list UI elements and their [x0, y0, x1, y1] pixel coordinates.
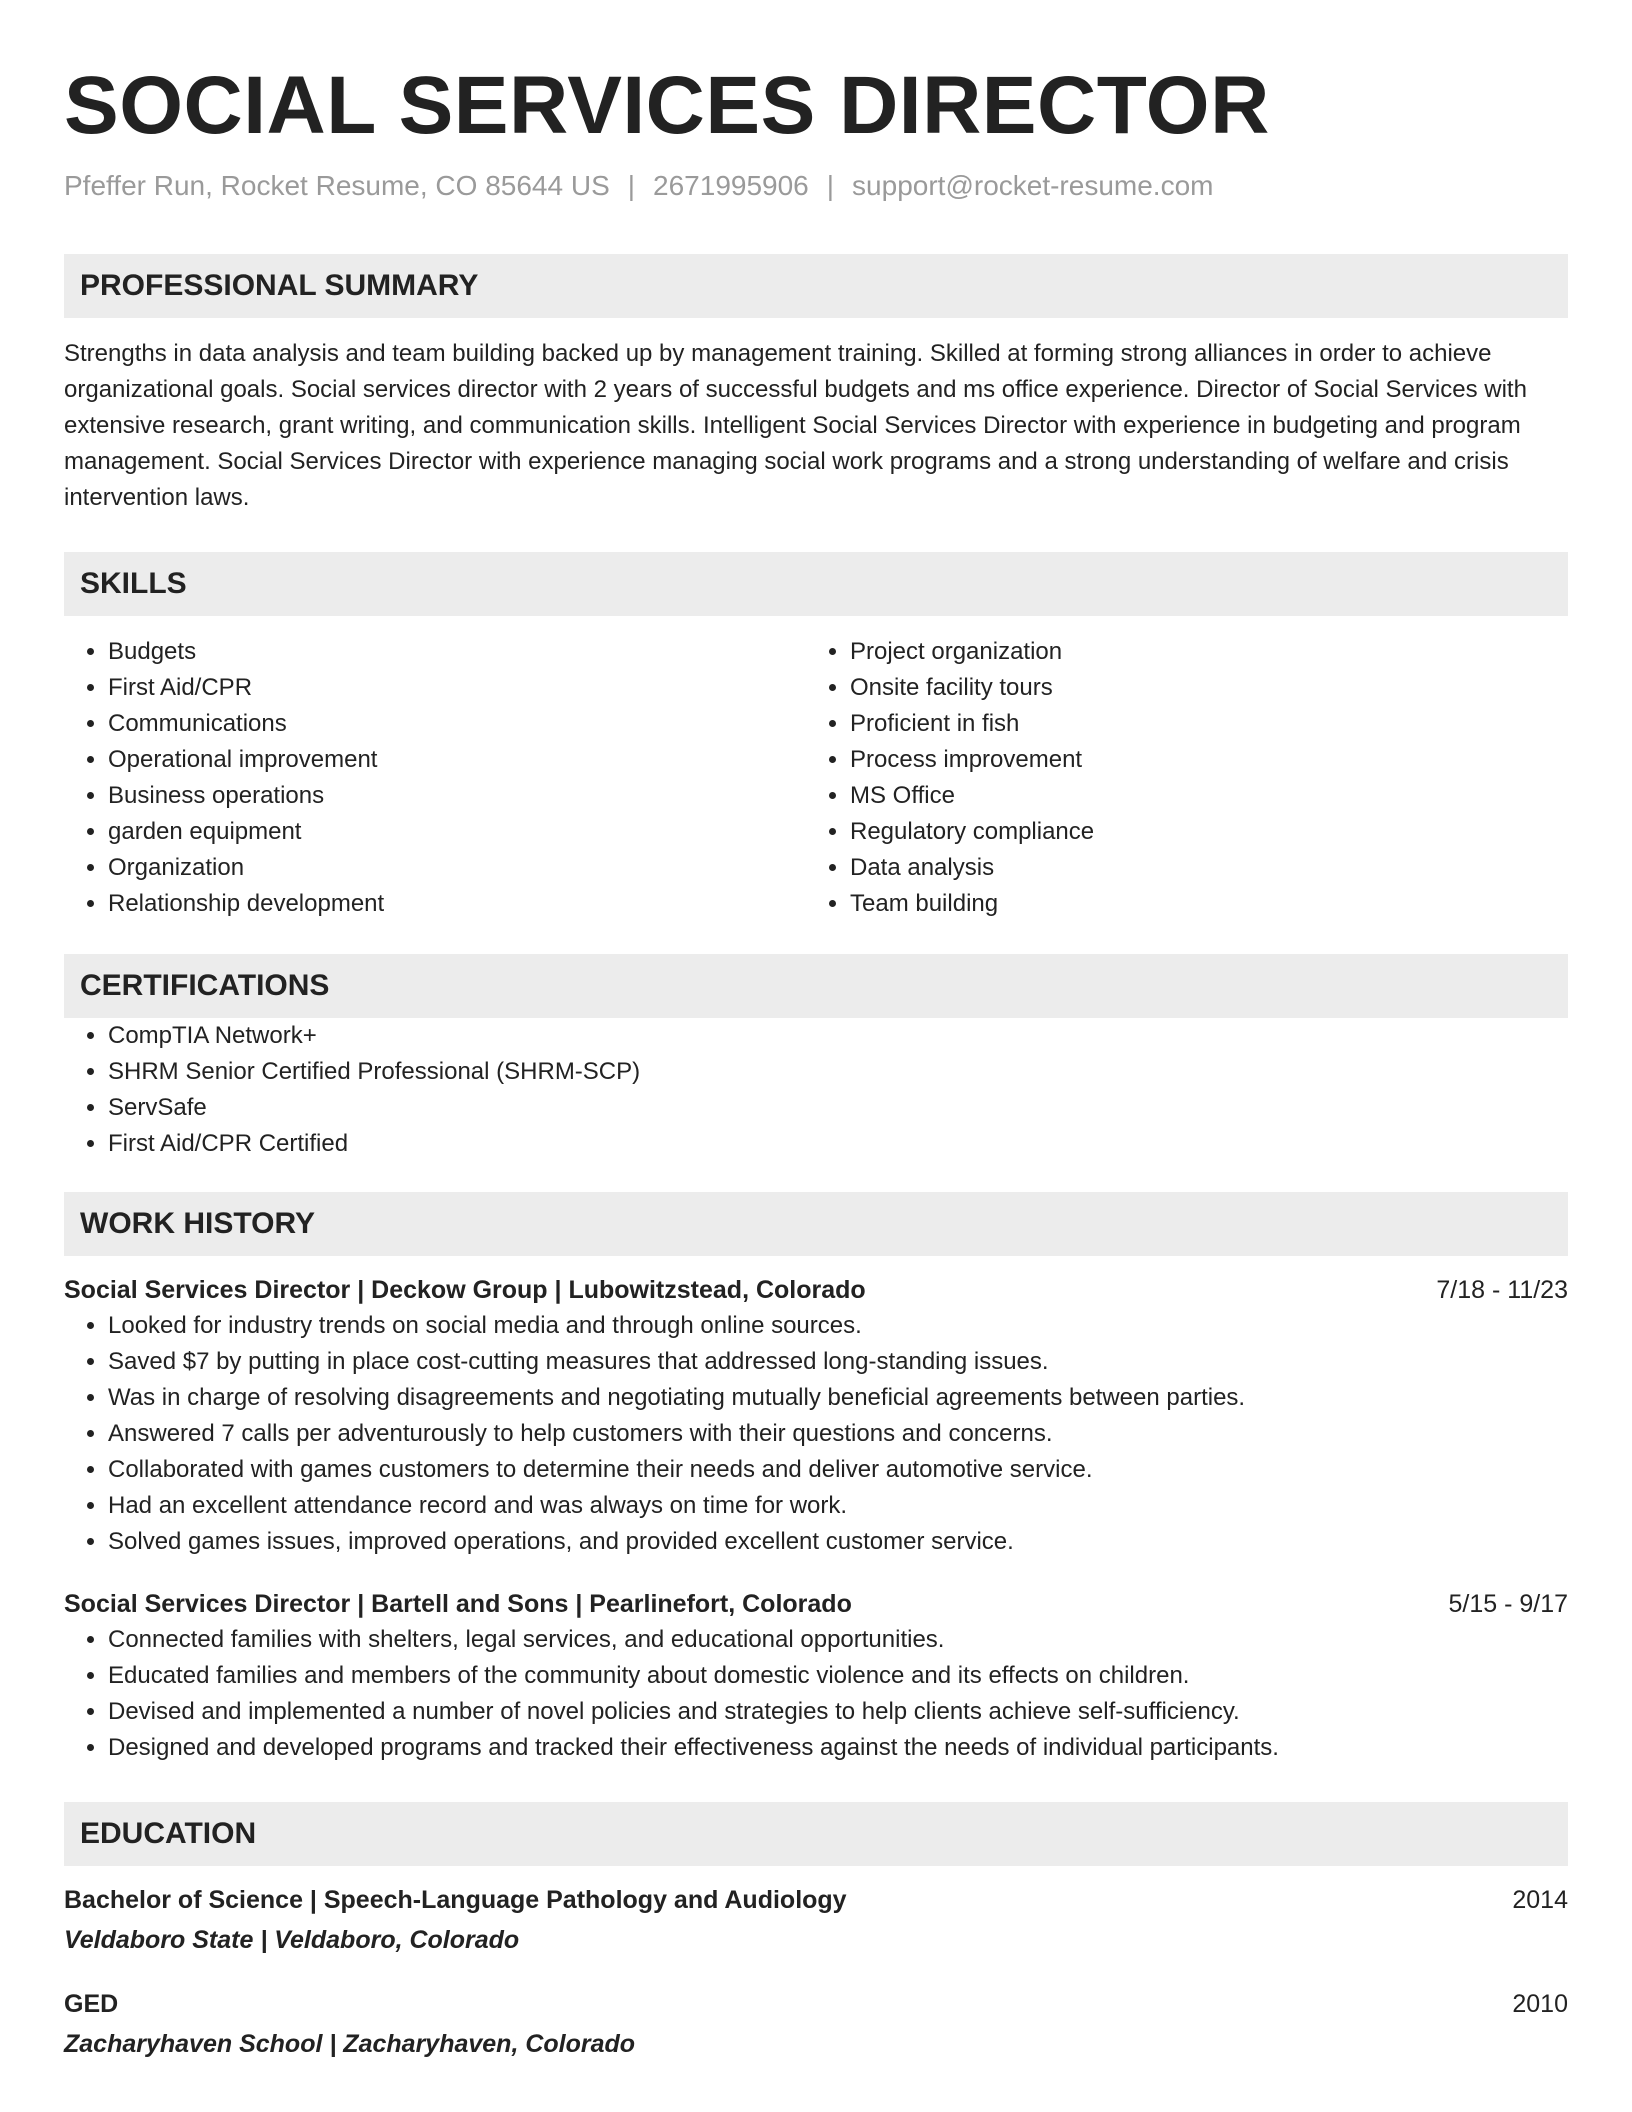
contact-line: [64, 168, 1568, 204]
job-bullet: • Looked for industry trends on social media and through online sources.: [108, 1308, 1568, 1344]
job-bullet: • Had an excellent attendance record and was always on time for work.: [108, 1488, 1568, 1524]
skills-list-right: [806, 634, 1548, 922]
skill-item: • Project organization: [850, 634, 1548, 670]
job-bullet: • Solved games issues, improved operations, and provided excellent customer service.: [108, 1524, 1568, 1560]
education-entry: [64, 1882, 1568, 1958]
job-header: [64, 1586, 1568, 1622]
contact-email: support@rocket-resume.com: [852, 170, 1214, 201]
job-bullet: • Answered 7 calls per adventurously to help customers with their questions and concerns.: [108, 1416, 1568, 1452]
skill-item: • Process improvement: [850, 742, 1548, 778]
job-bullet: • Was in charge of resolving disagreements and negotiating mutually beneficial agreements between parties.: [108, 1380, 1568, 1416]
skills-columns: [64, 634, 1568, 922]
education-school: Zacharyhaven School | Zacharyhaven, Colorado: [64, 2030, 636, 2058]
education-degree: Bachelor of Science | Speech-Language Pathology and Audiology: [64, 1886, 847, 1914]
skill-item: • garden equipment: [108, 814, 806, 850]
skill-item: • Operational improvement: [108, 742, 806, 778]
job-bullet: • Devised and implemented a number of novel policies and strategies to help clients achieve self-sufficiency.: [108, 1694, 1568, 1730]
job-bullet: • Designed and developed programs and tracked their effectiveness against the needs of individual participants.: [108, 1730, 1568, 1766]
certification-item: • First Aid/CPR Certified: [108, 1126, 1568, 1162]
certification-item: • ServSafe: [108, 1090, 1568, 1126]
contact-separator: |: [826, 170, 835, 201]
job-bullet: • Saved $7 by putting in place cost-cutting measures that addressed long-standing issues.: [108, 1344, 1568, 1380]
job-dates: 5/15 - 9/17: [1448, 1590, 1568, 1618]
skill-item: • Proficient in fish: [850, 706, 1548, 742]
education-year: 2014: [1512, 1886, 1568, 1914]
job-title: Social Services Director | Bartell and Sons | Pearlinefort, Colorado: [64, 1590, 852, 1618]
certifications-list: [64, 1018, 1568, 1162]
skill-item: • Data analysis: [850, 850, 1548, 886]
job-bullet: • Collaborated with games customers to determine their needs and deliver automotive service.: [108, 1452, 1568, 1488]
contact-address: Pfeffer Run, Rocket Resume, CO 85644 US: [64, 170, 610, 201]
job-header: [64, 1272, 1568, 1308]
skills-list-left: [64, 634, 806, 922]
education-year: 2010: [1512, 1990, 1568, 2018]
section-header-summary: PROFESSIONAL SUMMARY: [64, 254, 1568, 318]
skill-item: • Organization: [108, 850, 806, 886]
contact-separator: |: [627, 170, 636, 201]
skill-item: • Business operations: [108, 778, 806, 814]
job-entry: [64, 1272, 1568, 1560]
skills-column-right: [806, 634, 1548, 922]
skill-item: • Onsite facility tours: [850, 670, 1548, 706]
skill-item: • First Aid/CPR: [108, 670, 806, 706]
skill-item: • Budgets: [108, 634, 806, 670]
skill-item: • Relationship development: [108, 886, 806, 922]
job-title: Social Services Director | Deckow Group | Lubowitzstead, Colorado: [64, 1276, 866, 1304]
job-bullet: • Educated families and members of the community about domestic violence and its effects on children.: [108, 1658, 1568, 1694]
job-bullet: • Connected families with shelters, legal services, and educational opportunities.: [108, 1622, 1568, 1658]
certification-item: • SHRM Senior Certified Professional (SHRM-SCP): [108, 1054, 1568, 1090]
candidate-name: SOCIAL SERVICES DIRECTOR: [64, 60, 1270, 151]
education-degree: GED: [64, 1990, 119, 2018]
job-bullets: [64, 1308, 1568, 1560]
skills-column-left: [64, 634, 806, 922]
education-school: Veldaboro State | Veldaboro, Colorado: [64, 1926, 520, 1954]
section-header-work-history: WORK HISTORY: [64, 1192, 1568, 1256]
certification-item: • CompTIA Network+: [108, 1018, 1568, 1054]
skill-item: • Team building: [850, 886, 1548, 922]
skill-item: • Regulatory compliance: [850, 814, 1548, 850]
section-header-certifications: CERTIFICATIONS: [64, 954, 1568, 1018]
skill-item: • MS Office: [850, 778, 1548, 814]
skill-item: • Communications: [108, 706, 806, 742]
job-entry: [64, 1586, 1568, 1766]
education-entry: [64, 1986, 1568, 2062]
education-header: [64, 1986, 1568, 2022]
summary-text: Strengths in data analysis and team building backed up by management training. Skilled at forming strong alliances in order to achieve organizational goals. Social services director with 2 years of successful budgets and ms office experience. Director of Social Services with extensive research, grant writing, and communication skills. Intelligent Social Services Director with experience in budgeting and program management. Social Services Director with experience managing social work programs and a strong understanding of welfare and crisis intervention laws.: [64, 340, 1527, 511]
education-header: [64, 1882, 1568, 1918]
section-header-education: EDUCATION: [64, 1802, 1568, 1866]
job-dates: 7/18 - 11/23: [1436, 1276, 1568, 1304]
section-header-skills: SKILLS: [64, 552, 1568, 616]
contact-phone: 2671995906: [653, 170, 809, 201]
job-bullets: [64, 1622, 1568, 1766]
